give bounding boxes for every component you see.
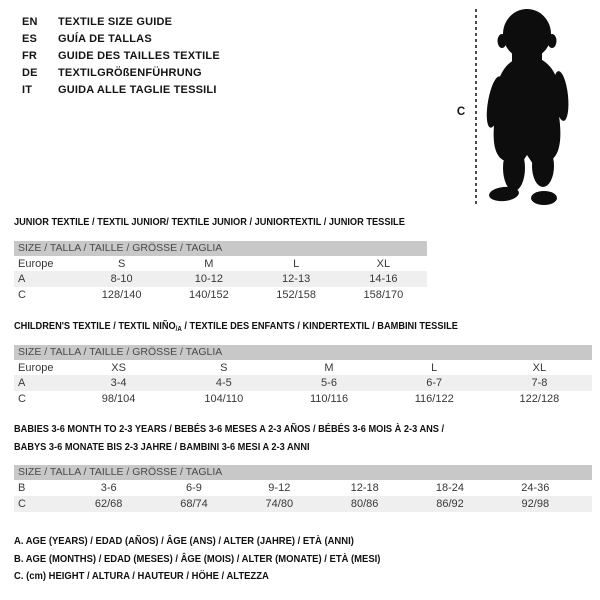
size-cell: M <box>324 361 334 374</box>
row-label: B <box>18 482 26 494</box>
size-cell: 92/98 <box>521 498 550 510</box>
size-cell: 122/128 <box>519 393 560 405</box>
height-measure-label: C <box>456 106 466 118</box>
size-cell: S <box>117 257 126 270</box>
size-cell: 62/68 <box>94 498 123 510</box>
lang-row-en <box>22 13 220 30</box>
size-cell: 152/158 <box>276 289 316 301</box>
table-title-junior <box>14 216 458 228</box>
size-cell: 98/104 <box>101 393 136 405</box>
row-label: C <box>18 498 26 510</box>
size-cell: 18-24 <box>435 482 465 494</box>
lang-row-fr <box>22 47 220 64</box>
size-cell: 74/80 <box>265 498 294 510</box>
title-part: / TEXTILE DES ENFANTS / KINDERTEXTIL / BAMBINI TESSILE <box>181 320 458 332</box>
row-label: C <box>18 393 26 405</box>
size-cell: 158/170 <box>363 289 404 301</box>
table-row <box>14 271 427 287</box>
lang-code: EN <box>22 15 38 28</box>
size-cell: L <box>431 361 438 374</box>
table-row <box>14 375 592 391</box>
size-cell: 7-8 <box>531 377 548 389</box>
size-cell: 24-36 <box>521 482 550 494</box>
footnote-text: B. AGE (MONTHS) / EDAD (MESES) / ÂGE (MOIS) / ALTER (MONATE) / ETÀ (MESI) <box>14 552 381 565</box>
table-title-line2: BABYS 3-6 MONATE BIS 2-3 JAHRE / BAMBINI 3-6 MESI A 2-3 ANNI <box>14 440 310 453</box>
table-row <box>14 360 592 375</box>
table-title-text <box>14 320 458 333</box>
size-header-bar <box>14 465 592 480</box>
size-cell: 86/92 <box>436 498 464 510</box>
size-cell: 14-16 <box>369 273 398 285</box>
size-cell: 10-12 <box>194 273 223 285</box>
size-cell: 8-10 <box>110 273 133 285</box>
row-label: A <box>18 273 26 285</box>
size-cell: 6-9 <box>186 482 202 494</box>
size-cell: M <box>204 257 214 270</box>
language-header <box>22 13 220 98</box>
size-cell: 12-13 <box>282 273 311 285</box>
lang-label: GUIDA ALLE TAGLIE TESSILI <box>58 83 217 96</box>
height-measure-dashed-line <box>475 9 477 207</box>
footnotes <box>14 535 421 588</box>
footnote-a <box>14 535 421 553</box>
footnote-text: A. AGE (YEARS) / EDAD (AÑOS) / ÂGE (ANS) / ALTER (JAHRE) / ETÀ (ANNI) <box>14 535 354 547</box>
lang-row-es <box>22 30 220 47</box>
size-cell: 4-5 <box>215 377 232 389</box>
row-label: A <box>18 377 26 389</box>
lang-code: DE <box>22 66 38 79</box>
row-label: Europe <box>18 361 54 374</box>
size-cell: 5-6 <box>321 377 337 389</box>
lang-label: TEXTILE SIZE GUIDE <box>58 15 173 28</box>
lang-label: TEXTILGRÖßENFÜHRUNG <box>58 66 202 79</box>
size-header-text: SIZE / TALLA / TAILLE / GRÖSSE / TAGLIA <box>18 346 223 358</box>
size-cell: XS <box>111 361 126 374</box>
size-header-bar <box>14 345 592 360</box>
size-cell: S <box>220 361 228 374</box>
footnote-b <box>14 553 421 571</box>
size-header-bar <box>14 241 427 256</box>
size-cell: 140/152 <box>188 289 229 301</box>
size-cell: 3-4 <box>110 377 127 389</box>
size-cell: 110/116 <box>309 393 349 405</box>
lang-row-de <box>22 64 220 81</box>
lang-code: FR <box>22 49 38 62</box>
size-cell: 3-6 <box>100 482 117 494</box>
table-row <box>14 480 592 496</box>
size-cell: 116/122 <box>414 393 454 405</box>
size-cell: XL <box>376 257 391 270</box>
title-subscript: /A <box>175 326 182 333</box>
size-cell: 68/74 <box>180 498 208 510</box>
table-row <box>14 287 427 303</box>
size-cell: 9-12 <box>268 482 291 494</box>
size-cell: 80/86 <box>350 498 379 510</box>
lang-row-it <box>22 81 220 98</box>
lang-code: ES <box>22 32 38 45</box>
size-cell: 128/140 <box>101 289 142 301</box>
table-row <box>14 256 427 271</box>
row-label: C <box>18 289 26 301</box>
lang-label: GUIDE DES TAILLES TEXTILE <box>58 49 220 62</box>
footnote-c <box>14 570 421 588</box>
table-title-line1: BABIES 3-6 MONTH TO 2-3 YEARS / BEBÉS 3-6 MESES A 2-3 AÑOS / BÉBÉS 3-6 MOIS À 2-3 ANS / <box>14 423 445 435</box>
lang-label: GUÍA DE TALLAS <box>58 32 152 45</box>
size-cell: XL <box>532 361 547 374</box>
row-label: Europe <box>18 257 54 270</box>
toddler-silhouette-icon <box>481 8 576 208</box>
table-title-children <box>14 320 518 333</box>
size-cell: L <box>293 257 300 270</box>
size-cell: 12-18 <box>350 482 379 494</box>
size-header-text: SIZE / TALLA / TAILLE / GRÖSSE / TAGLIA <box>18 242 223 254</box>
table-row <box>14 391 592 407</box>
table-row <box>14 496 592 512</box>
footnote-text: C. (cm) HEIGHT / ALTURA / HAUTEUR / HÖHE / ALTEZZA <box>14 570 269 582</box>
size-cell: 104/110 <box>204 393 244 405</box>
title-part: CHILDREN'S TEXTILE / TEXTIL NIÑO <box>14 320 176 332</box>
lang-code: IT <box>22 83 33 96</box>
table-title-babies <box>14 421 503 456</box>
size-cell: 6-7 <box>426 377 443 389</box>
size-header-text: SIZE / TALLA / TAILLE / GRÖSSE / TAGLIA <box>18 466 223 478</box>
table-title-text: JUNIOR TEXTILE / TEXTIL JUNIOR/ TEXTILE JUNIOR / JUNIORTEXTIL / JUNIOR TESSILE <box>14 216 405 228</box>
